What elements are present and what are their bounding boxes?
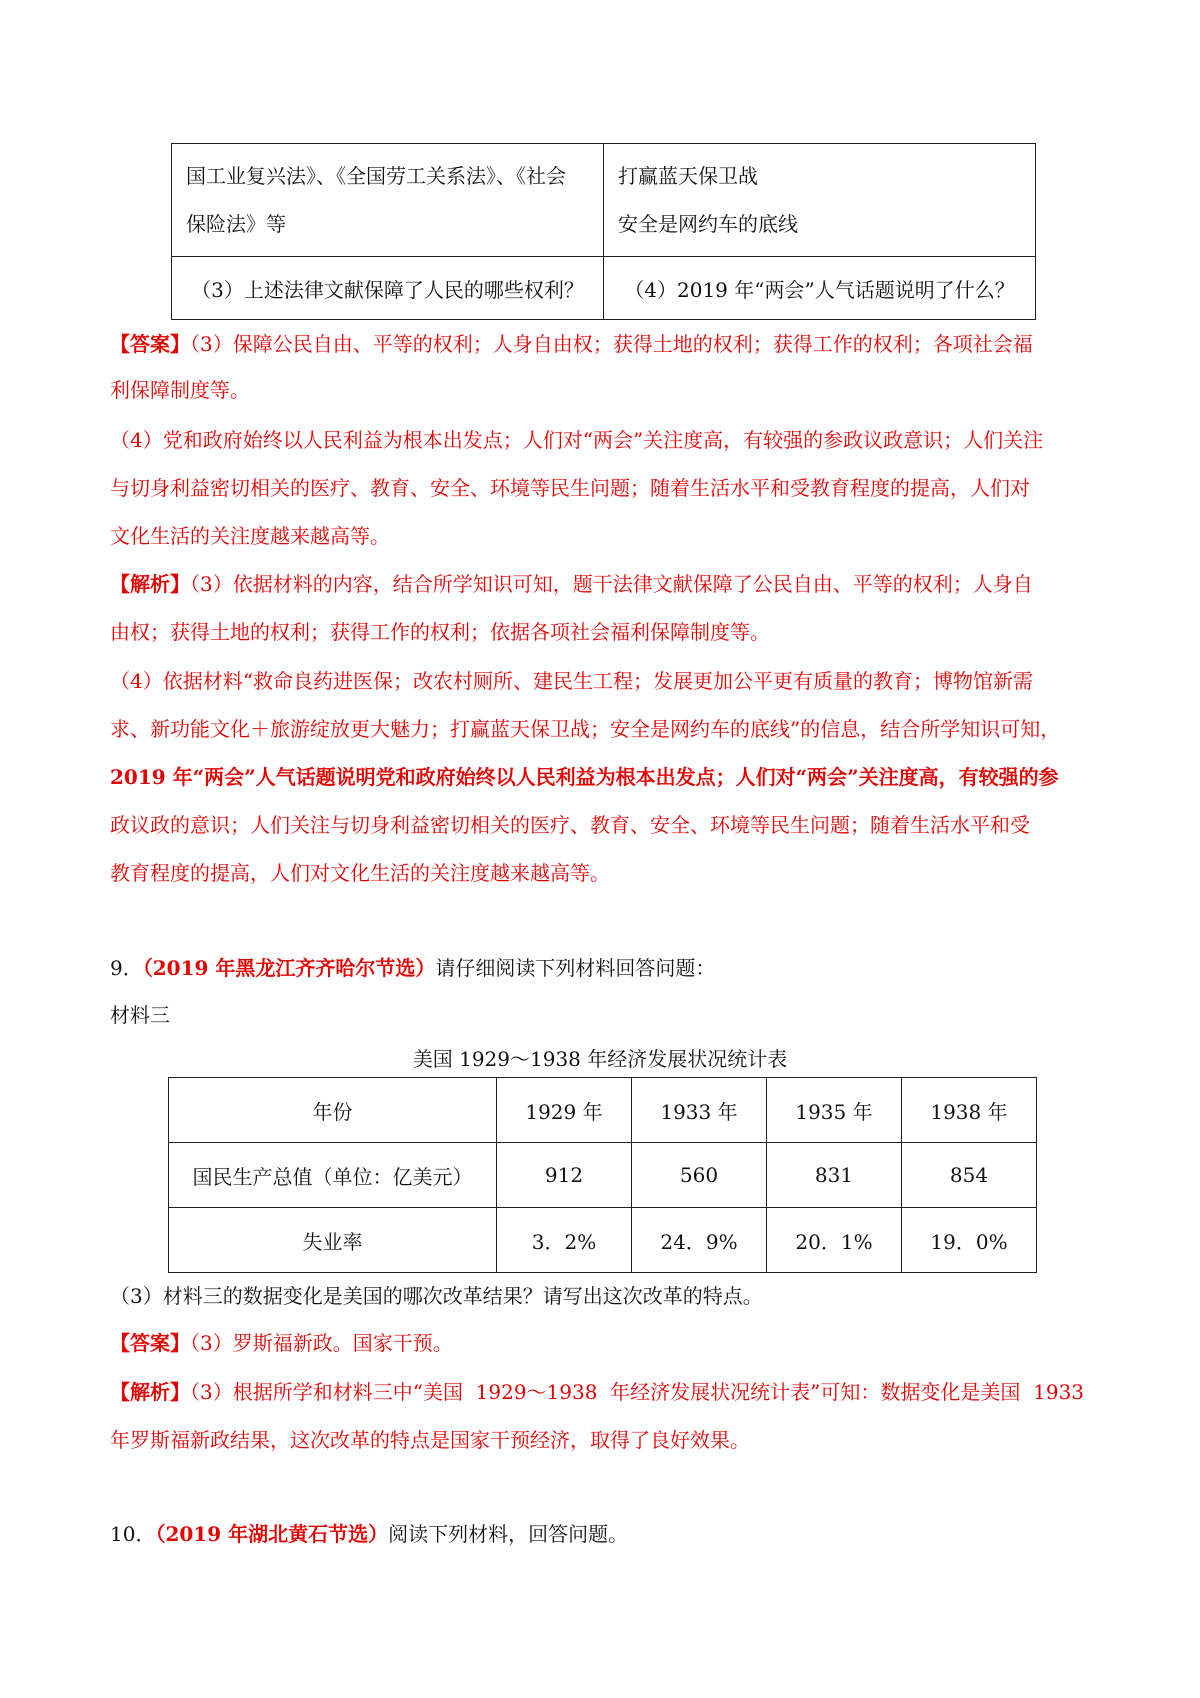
analysis-8-line: 【解析】（3）依据材料的内容，结合所学知识可知，题干法律文献保障了公民自由、平等的权利；人身自 <box>110 572 1033 596</box>
question-source: （2019 年湖北黄石节选） <box>155 1522 389 1546</box>
question-10-heading <box>110 1522 1100 1546</box>
answer-8-line: 利保障制度等。 <box>110 378 250 402</box>
analysis-8-line: 由权；获得土地的权利；获得工作的权利；依据各项社会福利保障制度等。 <box>110 620 770 644</box>
table-title: 美国 1929～1938 年经济发展状况统计表 <box>412 1047 788 1071</box>
table-cell: 24．9% <box>632 1208 767 1273</box>
law-list-line: 国工业复兴法》、《全国劳工关系法》、《社会 <box>186 164 566 188</box>
answer-tag: 【答案】 <box>110 1331 190 1355</box>
table-cell: 3．2% <box>497 1208 632 1273</box>
table-cell: 831 <box>767 1143 902 1208</box>
header-cell: 1935 年 <box>767 1078 902 1143</box>
question-3-cell: （3）上述法律文献保障了人民的哪些权利？ <box>172 257 604 320</box>
row-label-cell: 国民生产总值（单位：亿美元） <box>169 1143 497 1208</box>
analysis-8-line: 教育程度的提高，人们对文化生活的关注度越来越高等。 <box>110 861 610 885</box>
law-list-line: 保险法》等 <box>186 212 286 236</box>
table-cell: 560 <box>632 1143 767 1208</box>
question-number: 10． <box>110 1522 156 1546</box>
analysis-9-line: 年罗斯福新政结果，这次改革的特点是国家干预经济，取得了良好效果。 <box>110 1428 750 1452</box>
table-header-row <box>169 1078 1037 1143</box>
us-economy-stats-table <box>168 1077 1037 1273</box>
hot-topic-line: 打赢蓝天保卫战 <box>618 164 758 188</box>
question-9-sub-3: （3）材料三的数据变化是美国的哪次改革结果？请写出这次改革的特点。 <box>110 1284 763 1308</box>
answer-8-line: 与切身利益密切相关的医疗、教育、安全、环境等民生问题；随着生活水平和受教育程度的提高，人们对 <box>110 476 1030 500</box>
answer-8-line: 【答案】（3）保障公民自由、平等的权利；人身自由权；获得土地的权利；获得工作的权利；各项社会福 <box>110 332 1033 356</box>
answer-8-line: （4）党和政府始终以人民利益为根本出发点；人们对“两会”关注度高，有较强的参政议政意识；人们关注 <box>110 428 1044 452</box>
analysis-tag: 【解析】 <box>110 1380 190 1404</box>
law-list-cell <box>172 144 604 257</box>
question-prompt: 请仔细阅读下列材料回答问题： <box>435 956 716 980</box>
question-9-heading <box>110 956 1100 980</box>
question-prompt: 阅读下列材料，回答问题。 <box>388 1522 629 1546</box>
row-label-cell: 失业率 <box>169 1208 497 1273</box>
answer-tag: 【答案】 <box>110 332 190 356</box>
table-cell: 19．0% <box>902 1208 1037 1273</box>
answer-8-line: 文化生活的关注度越来越高等。 <box>110 524 390 548</box>
analysis-8-line: 政议政的意识；人们关注与切身利益密切相关的医疗、教育、安全、环境等民生问题；随着生活水平和受 <box>110 813 1030 837</box>
table-cell: 912 <box>497 1143 632 1208</box>
analysis-tag: 【解析】 <box>110 572 190 596</box>
answer-9: 【答案】（3）罗斯福新政。国家干预。 <box>110 1331 453 1355</box>
analysis-8-line: 2019 年“两会”人气话题说明党和政府始终以人民利益为根本出发点；人们对“两会”关注度高，有较强的参 <box>110 765 1059 789</box>
table-cell: 854 <box>902 1143 1037 1208</box>
header-cell: 1933 年 <box>632 1078 767 1143</box>
hot-topic-line: 安全是网约车的底线 <box>618 212 798 236</box>
header-cell: 1929 年 <box>497 1078 632 1143</box>
analysis-9-line: 【解析】（3）根据所学和材料三中“美国 1929～1938 年经济发展状况统计表”可知：数据变化是美国 1933 <box>110 1380 1085 1404</box>
table-cell: 20．1% <box>767 1208 902 1273</box>
hot-topics-cell <box>604 144 1036 257</box>
analysis-8-line: （4）依据材料“救命良药进医保；改农村厕所、建民生工程；发展更加公平更有质量的教育；博物馆新需 <box>110 669 1033 693</box>
material-label: 材料三 <box>110 1003 170 1027</box>
question-4-cell: （4）2019 年“两会”人气话题说明了什么？ <box>604 257 1036 320</box>
question-number: 9． <box>110 956 143 980</box>
analysis-8-line: 求、新功能文化＋旅游绽放更大魅力；打赢蓝天保卫战；安全是网约车的底线”的信息，结合所学知识可知， <box>110 717 1061 741</box>
table-row <box>169 1208 1037 1273</box>
rights-question-table <box>171 143 1036 320</box>
header-cell: 年份 <box>169 1078 497 1143</box>
question-source: （2019 年黑龙江齐齐哈尔节选） <box>142 956 436 980</box>
table-row <box>169 1143 1037 1208</box>
header-cell: 1938 年 <box>902 1078 1037 1143</box>
